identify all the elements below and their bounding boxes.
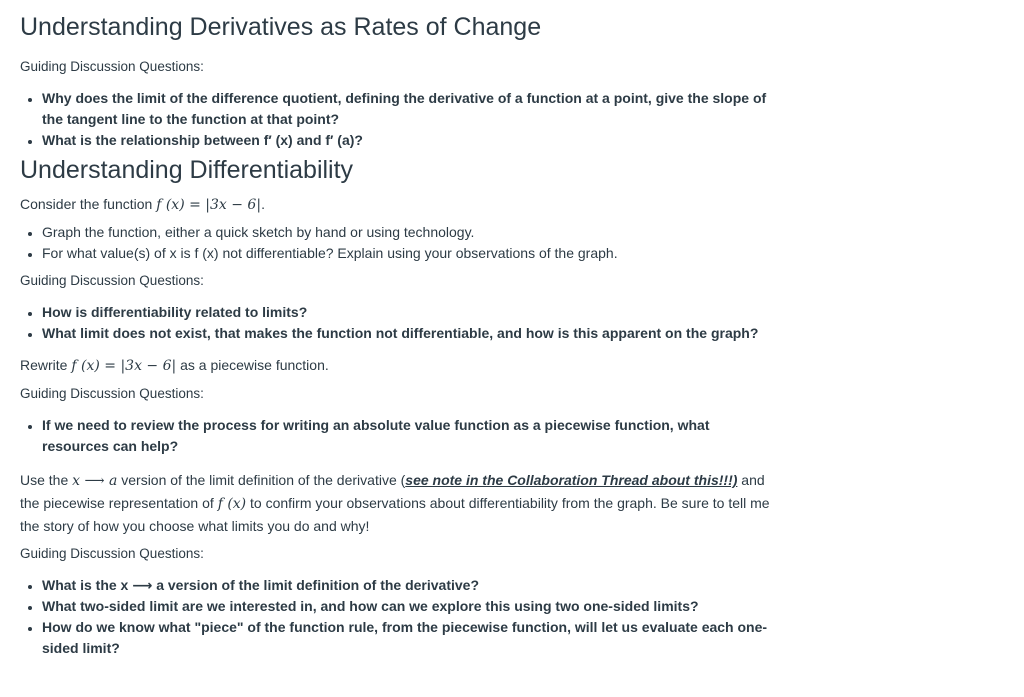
function-expression: f (x) = |3x − 6|	[156, 197, 262, 213]
list-item: • For what value(s) of x is f (x) not differentiable? Explain using your observations of the graph.	[42, 243, 780, 264]
list-item: • What two-sided limit are we interested in, and how can we explore this using two one-sided limits?	[42, 596, 780, 617]
function-expression: f (x) = |3x − 6|	[71, 358, 177, 374]
guiding-questions-list	[20, 575, 780, 659]
consider-paragraph: Consider the function f (x) = |3x − 6|.	[20, 196, 265, 213]
list-item: • Graph the function, either a quick sketch by hand or using technology.	[42, 222, 780, 243]
guiding-questions-list	[20, 415, 780, 457]
list-item: • If we need to review the process for writing an absolute value function as a piecewise function, what resources can help?	[42, 415, 780, 457]
list-item: • How is differentiability related to limits?	[42, 302, 780, 323]
list-item: • Why does the limit of the difference quotient, defining the derivative of a function at a point, give the slope of the tangent line to the function at that point?	[42, 88, 780, 130]
guiding-questions-list	[20, 88, 780, 151]
section-title-derivatives: Understanding Derivatives as Rates of Change	[20, 13, 542, 41]
task-list	[20, 222, 780, 264]
guiding-questions-list	[20, 302, 780, 344]
guiding-questions-label: Guiding Discussion Questions:	[20, 546, 204, 561]
list-item: • What is the relationship between f′ (x) and f′ (a)?	[42, 130, 780, 151]
guiding-questions-label: Guiding Discussion Questions:	[20, 273, 204, 288]
list-item: • What limit does not exist, that makes the function not differentiable, and how is this apparent on the graph?	[42, 323, 780, 344]
use-paragraph: Use the x ⟶ a version of the limit definition of the derivative (see note in the Collaboration Thread about this!!!) and the piecewise representation of f (x) to confirm your observations about differentiability from the graph. Be sure to tell me the story of how you choose what limits you do and why!	[20, 472, 770, 534]
guiding-questions-label: Guiding Discussion Questions:	[20, 386, 204, 401]
rewrite-paragraph: Rewrite f (x) = |3x − 6| as a piecewise function.	[20, 357, 329, 374]
collaboration-thread-note-link[interactable]: see note in the Collaboration Thread about this!!!)	[405, 472, 738, 488]
list-item: • How do we know what "piece" of the function rule, from the piecewise function, will let us evaluate each one-sided limit?	[42, 617, 780, 659]
list-item: • What is the x ⟶ a version of the limit definition of the derivative?	[42, 575, 780, 596]
guiding-questions-label: Guiding Discussion Questions:	[20, 59, 204, 74]
section-title-differentiability: Understanding Differentiability	[20, 156, 354, 184]
